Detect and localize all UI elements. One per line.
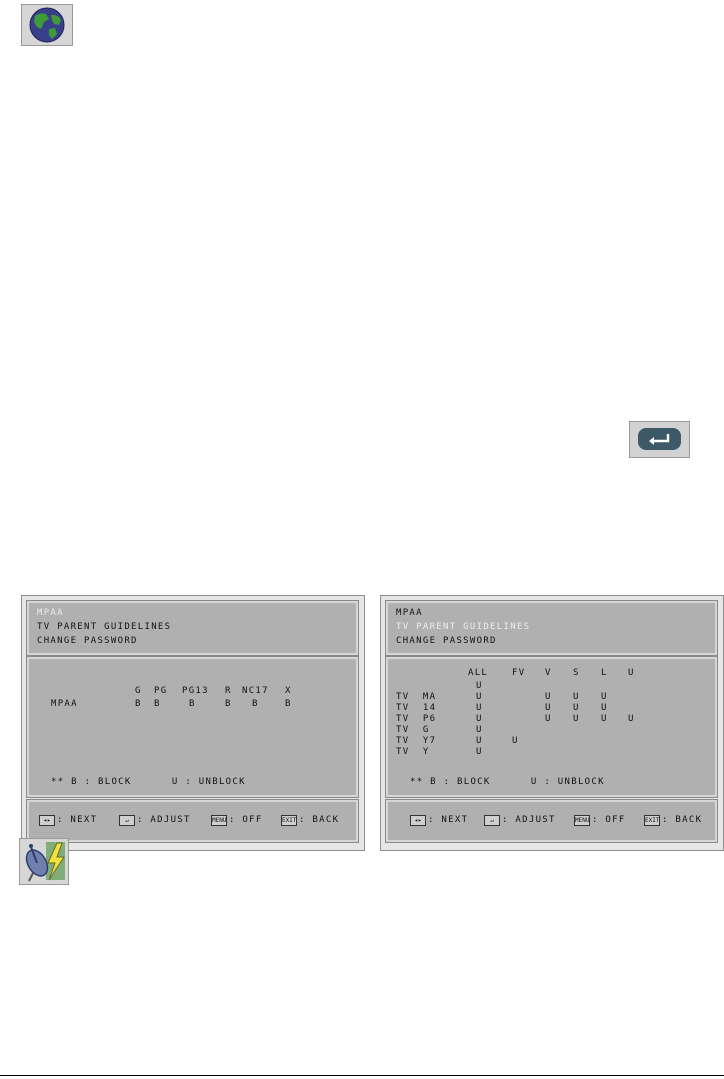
rating-cell[interactable]: U — [512, 736, 519, 746]
rating-cell[interactable]: U — [476, 714, 483, 724]
footer-panel — [27, 800, 358, 842]
footer-off: : OFF — [229, 815, 263, 825]
footer-adjust: : ADJUST — [137, 815, 191, 825]
column-header: R — [225, 686, 232, 696]
rating-cell[interactable]: B — [285, 699, 292, 709]
rating-cell[interactable]: U — [476, 747, 483, 757]
rating-cell[interactable]: B — [154, 699, 161, 709]
rating-cell[interactable]: U — [573, 714, 580, 724]
rating-cell[interactable]: U — [476, 736, 483, 746]
column-header: V — [545, 668, 552, 678]
rating-cell[interactable]: B — [135, 699, 142, 709]
mpaa-screen — [21, 595, 365, 851]
menu-item-mpaa[interactable]: MPAA — [396, 608, 423, 618]
row-label: TV 14 — [396, 703, 437, 713]
globe-icon — [21, 4, 73, 46]
exit-key-icon: EXIT — [645, 817, 660, 824]
column-header: L — [601, 668, 608, 678]
rating-cell[interactable]: U — [476, 725, 483, 735]
row-label: TV Y — [396, 747, 430, 757]
rating-cell[interactable]: B — [189, 699, 196, 709]
enter-key-icon: ↵ — [484, 815, 500, 826]
ratings-panel — [386, 657, 717, 797]
column-header: U — [628, 668, 635, 678]
satellite-dish-icon — [19, 838, 69, 885]
column-header: ALL — [468, 668, 489, 678]
left-right-arrows-icon: ◂▸ — [410, 815, 426, 826]
row-label: TV MA — [396, 692, 437, 702]
column-header: PG — [154, 686, 168, 696]
menu-item-change-password[interactable]: CHANGE PASSWORD — [37, 636, 138, 646]
enter-button[interactable] — [629, 421, 690, 458]
rating-cell[interactable]: U — [628, 714, 635, 724]
rating-cell[interactable]: B — [225, 699, 232, 709]
rating-cell[interactable]: U — [601, 692, 608, 702]
footer-next: : NEXT — [428, 815, 469, 825]
rating-cell[interactable]: U — [476, 681, 483, 691]
rating-cell[interactable]: U — [545, 703, 552, 713]
rating-cell[interactable]: U — [573, 692, 580, 702]
column-header: X — [285, 686, 292, 696]
row-label: MPAA — [51, 699, 78, 709]
footer-adjust: : ADJUST — [502, 815, 556, 825]
rating-cell[interactable]: U — [601, 703, 608, 713]
rating-cell[interactable]: U — [601, 714, 608, 724]
rating-cell[interactable]: U — [545, 714, 552, 724]
footer-back: : BACK — [662, 815, 703, 825]
column-header: PG13 — [182, 686, 209, 696]
rating-cell[interactable]: B — [252, 699, 259, 709]
menu-item-tv-parent-guidelines[interactable]: TV PARENT GUIDELINES — [37, 622, 172, 632]
exit-key-icon: EXIT — [282, 817, 297, 824]
row-label: TV G — [396, 725, 430, 735]
column-header: S — [573, 668, 580, 678]
rating-cell[interactable]: U — [573, 703, 580, 713]
column-header: FV — [512, 668, 526, 678]
footer-next: : NEXT — [57, 815, 98, 825]
legend: ** B : BLOCK U : UNBLOCK — [410, 777, 605, 787]
rating-cell[interactable]: U — [476, 703, 483, 713]
menu-item-mpaa[interactable]: MPAA — [37, 608, 64, 618]
tv-parent-guidelines-screen — [380, 595, 724, 851]
ratings-panel — [27, 657, 358, 797]
row-label: TV Y7 — [396, 736, 437, 746]
column-header: G — [135, 686, 142, 696]
rating-cell[interactable]: U — [476, 692, 483, 702]
left-right-arrows-icon: ◂▸ — [39, 815, 55, 826]
footer-panel — [386, 800, 717, 842]
menu-item-tv-parent-guidelines[interactable]: TV PARENT GUIDELINES — [396, 622, 531, 632]
menu-panel — [27, 601, 358, 655]
menu-item-change-password[interactable]: CHANGE PASSWORD — [396, 636, 497, 646]
footer-back: : BACK — [299, 815, 340, 825]
legend: ** B : BLOCK U : UNBLOCK — [51, 777, 246, 787]
column-header: NC17 — [242, 686, 269, 696]
page-bottom-rule — [0, 1075, 724, 1076]
menu-panel — [386, 601, 717, 655]
rating-cell[interactable]: U — [545, 692, 552, 702]
row-label: TV P6 — [396, 714, 437, 724]
enter-key-icon: ↵ — [119, 815, 135, 826]
footer-off: : OFF — [592, 815, 626, 825]
menu-key-icon: MENU — [575, 817, 590, 824]
menu-key-icon: MENU — [212, 817, 227, 824]
